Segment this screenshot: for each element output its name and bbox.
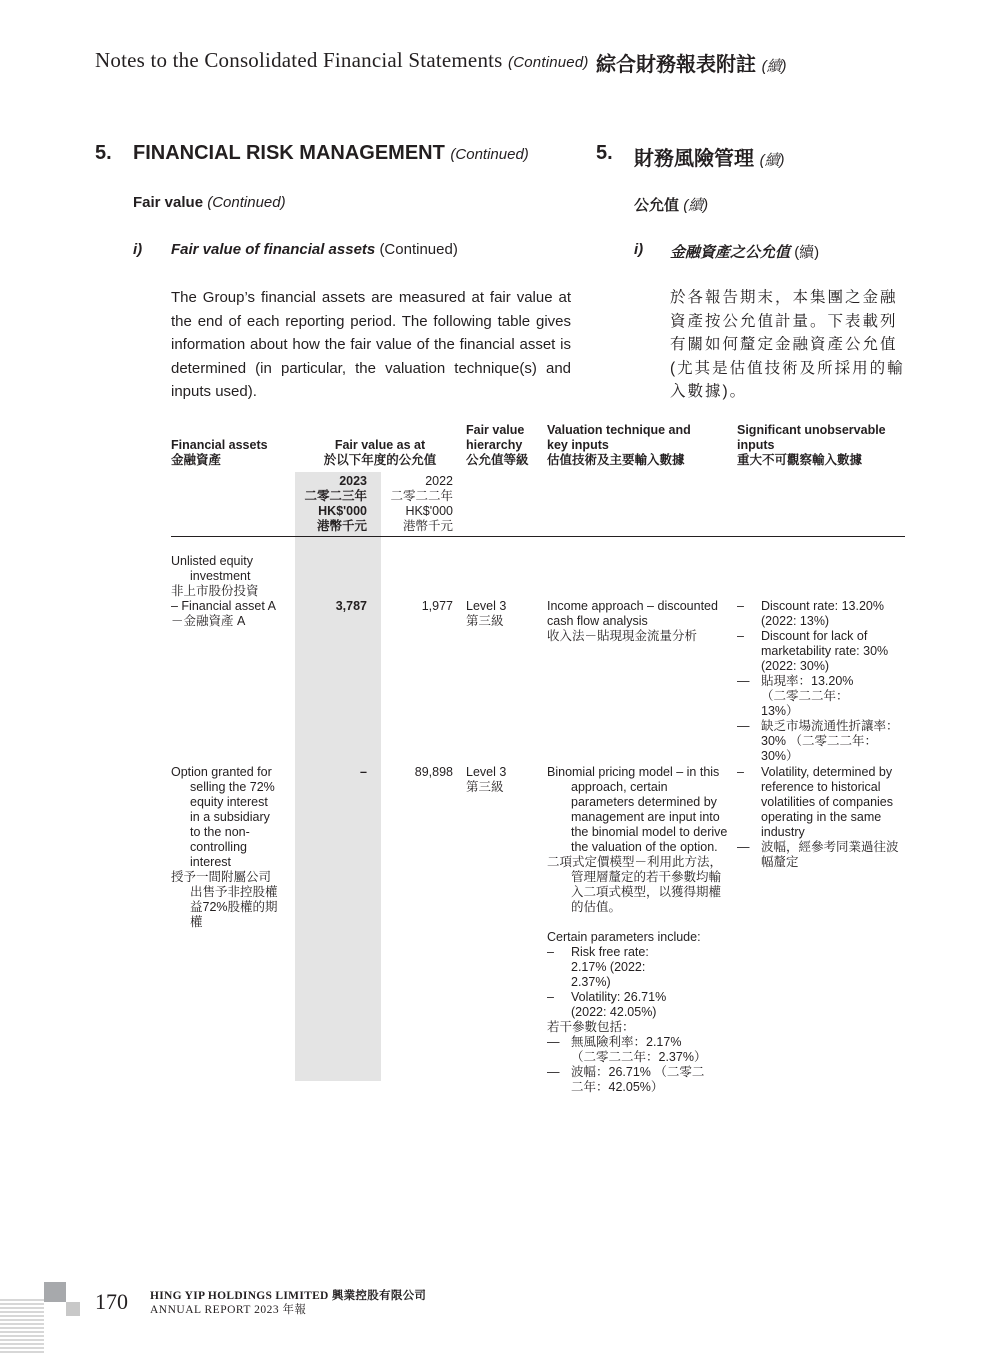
col-header-unobservable xyxy=(737,423,886,468)
list-item xyxy=(737,599,905,629)
list-item xyxy=(737,840,905,870)
row2-level-zh: 第三級 xyxy=(466,780,504,794)
col-header-2022-unit-zh: 港幣千元 xyxy=(402,519,453,533)
subsection-title-zh xyxy=(634,194,708,215)
row2-level xyxy=(466,765,506,795)
footer-square-dark xyxy=(44,1282,66,1302)
col-header-2023-year-zh: 二零二三年 xyxy=(304,489,367,503)
list-item xyxy=(737,765,905,840)
running-header-continued-zh: (續) xyxy=(761,58,787,75)
col-header-sig-zh: 重大不可觀察輸入數據 xyxy=(737,453,863,467)
section-continued-zh: (續) xyxy=(759,152,785,169)
dash-marker: – xyxy=(547,945,554,959)
row1-value-2023: 3,787 xyxy=(335,599,367,613)
row2-value-2023: – xyxy=(360,765,367,779)
param-text: 波幅：26.71% （二零二二年：42.05%） xyxy=(571,1065,705,1094)
row2-tech-zh: 二項式定價模型－利用此方法，管理層釐定的若干參數均輸入二項式模型，以獲得期權的估值。 xyxy=(547,855,723,914)
intro-paragraph-en: The Group’s financial assets are measured at fair value at the end of each reporting period. The following table gives information about how the fair value of the financial asset is determined (in particular, the valuation technique(s) and inputs used). xyxy=(171,289,571,400)
running-header-continued: (Continued) xyxy=(508,54,589,71)
section-title-en xyxy=(133,142,529,165)
subsection-continued-zh: (續) xyxy=(683,197,709,214)
param-text: Risk free rate: 2.17% (2022: 2.37%) xyxy=(571,945,649,989)
subsection-title-text-zh: 公允值 xyxy=(634,197,680,214)
col-header-2023-unit-zh: 港幣千元 xyxy=(316,519,367,533)
row1-value-2022: 1,977 xyxy=(421,599,453,613)
subsubsection-title-zh xyxy=(670,241,819,262)
section-title-text-zh: 財務風險管理 xyxy=(634,148,754,170)
running-header-title: Notes to the Consolidated Financial Statements xyxy=(95,48,503,72)
row1-asset-line: investment xyxy=(190,569,251,583)
subsection-continued: (Continued) xyxy=(207,194,286,211)
section-title-text: FINANCIAL RISK MANAGEMENT xyxy=(133,142,445,164)
dash-marker: — xyxy=(737,840,750,854)
col-header-sig-2: inputs xyxy=(737,438,775,452)
dash-marker: — xyxy=(547,1065,560,1079)
subsubsection-marker-en: i) xyxy=(133,241,143,258)
col-header-2022-year-zh: 二零二二年 xyxy=(390,489,453,503)
input-text: 貼現率：13.20% （二零二二年：13%） xyxy=(761,674,854,718)
dash-marker: — xyxy=(737,674,750,688)
section-continued: (Continued) xyxy=(450,146,529,163)
col-header-2023 xyxy=(295,474,367,534)
footer-stripes-icon xyxy=(0,1282,50,1357)
dash-marker: – xyxy=(547,990,554,1004)
input-text: Discount rate: 13.20% (2022: 13%) xyxy=(761,599,884,628)
list-item xyxy=(737,629,905,674)
input-text: Discount for lack of marketability rate: 30% (2022: 30%) xyxy=(761,629,889,673)
dash-marker: — xyxy=(737,719,750,733)
col-header-valuation xyxy=(547,423,691,468)
subsection-title-en xyxy=(133,194,286,211)
section-title-zh xyxy=(634,142,785,171)
row1-tech-line: cash flow analysis xyxy=(547,614,648,628)
col-header-2022-unit: HK$'000 xyxy=(405,504,453,518)
col-header-2022 xyxy=(381,474,453,534)
dash-marker: — xyxy=(547,1035,560,1049)
row2-technique xyxy=(547,765,730,1095)
row2-asset-zh: 授予一間附屬公司出售予非控股權益72%股權的期權 xyxy=(171,870,278,929)
subsubsection-title-en xyxy=(171,241,458,258)
col-header-assets-zh: 金融資產 xyxy=(171,453,222,467)
col-header-hierarchy xyxy=(466,423,529,468)
row1-asset-line: －金融資產 A xyxy=(171,614,246,628)
col-header-fv-zh: 於以下年度的公允值 xyxy=(323,453,437,467)
col-header-hier-1: Fair value xyxy=(466,423,525,437)
table-header-rule xyxy=(171,536,905,537)
footer-company: HING YIP HOLDINGS LIMITED 興業控股有限公司 xyxy=(150,1290,427,1302)
row2-inputs xyxy=(737,765,905,870)
subsubsection-continued-zh: (續) xyxy=(794,244,820,261)
list-item xyxy=(737,719,905,764)
footer-decoration xyxy=(0,1282,50,1357)
row2-params-title-en: Certain parameters include: xyxy=(547,930,701,944)
col-header-fair-value xyxy=(300,438,460,468)
col-header-assets-en: Financial assets xyxy=(171,438,268,452)
row1-inputs xyxy=(737,599,905,764)
col-header-val-zh: 估值技術及主要輸入數據 xyxy=(547,453,685,467)
dash-marker: – xyxy=(737,765,744,779)
dash-marker: – xyxy=(737,629,744,643)
col-header-fv-en: Fair value as at xyxy=(334,438,426,452)
section-number-zh: 5. xyxy=(596,142,613,164)
subsubsection-title-text-zh: 金融資產之公允值 xyxy=(670,244,791,261)
col-header-2023-unit: HK$'000 xyxy=(318,504,367,518)
col-header-financial-assets xyxy=(171,438,268,468)
section-number-en: 5. xyxy=(95,142,112,164)
col-header-hier-zh: 公允值等級 xyxy=(466,453,529,467)
input-text: 波幅，經參考同業過往波幅釐定 xyxy=(761,840,899,869)
table-row-1-asset xyxy=(171,554,286,629)
col-header-2022-year: 2022 xyxy=(425,474,453,488)
row2-asset-en: Option granted for selling the 72% equity interest in a subsidiary to the non-controlling interest xyxy=(171,765,275,869)
row1-asset-line: Unlisted equity xyxy=(171,554,253,568)
row2-value-2022: 89,898 xyxy=(414,765,453,779)
row1-level-en: Level 3 xyxy=(466,599,507,613)
col-header-val-1: Valuation technique and xyxy=(547,423,691,437)
list-item xyxy=(547,1065,730,1095)
row1-level-zh: 第三級 xyxy=(466,614,504,628)
row2-tech-en: Binomial pricing model – in this approach, certain parameters determined by management are input into the binomial model to derive the valuation of the option. xyxy=(547,765,728,854)
row1-tech-line: 收入法－貼現現金流量分析 xyxy=(547,629,698,643)
footer-square-light xyxy=(66,1302,80,1316)
list-item xyxy=(547,1035,730,1065)
subsubsection-title-text: Fair value of financial assets xyxy=(171,241,376,258)
subsubsection-marker-zh: i) xyxy=(634,241,644,258)
col-header-sig-1: Significant unobservable xyxy=(737,423,886,437)
subsubsection-continued: (Continued) xyxy=(379,241,458,258)
page-number: 170 xyxy=(95,1289,128,1314)
row1-asset-line: 非上市股份投資 xyxy=(171,584,259,598)
dash-marker: – xyxy=(737,599,744,613)
row2-level-en: Level 3 xyxy=(466,765,507,779)
intro-paragraph-zh: 於各報告期末，本集團之金融資產按公允值計量。下表載列有關如何釐定金融資產公允值(尤其是估值技術及所採用的輸入數據)。 xyxy=(670,289,905,400)
param-text: 無風險利率：2.17% （二零二二年：2.37%） xyxy=(571,1035,707,1064)
row1-technique xyxy=(547,599,727,644)
list-item xyxy=(547,990,730,1020)
row2-params-title-zh: 若干參數包括： xyxy=(547,1020,635,1034)
row1-level xyxy=(466,599,506,629)
running-header-title-zh: 綜合財務報表附註 xyxy=(596,54,756,76)
input-text: Volatility, determined by reference to historical volatilities of companies operating in the same industry xyxy=(761,765,894,839)
col-header-val-2: key inputs xyxy=(547,438,609,452)
table-row-2-asset xyxy=(171,765,276,930)
row1-asset-line: – Financial asset A xyxy=(171,599,276,613)
subsection-title-text: Fair value xyxy=(133,194,204,211)
running-header-en xyxy=(95,48,589,73)
col-header-hier-2: hierarchy xyxy=(466,438,523,452)
running-header-zh xyxy=(596,48,787,77)
param-text: Volatility: 26.71% (2022: 42.05%) xyxy=(571,990,667,1019)
col-header-2023-year: 2023 xyxy=(339,474,367,488)
row1-tech-line: Income approach – discounted xyxy=(547,599,718,613)
input-text: 缺乏市場流通性折讓率：30% （二零二二年：30%） xyxy=(761,719,899,763)
list-item xyxy=(547,945,730,990)
list-item xyxy=(737,674,905,719)
footer-report: ANNUAL REPORT 2023 年報 xyxy=(150,1304,307,1316)
